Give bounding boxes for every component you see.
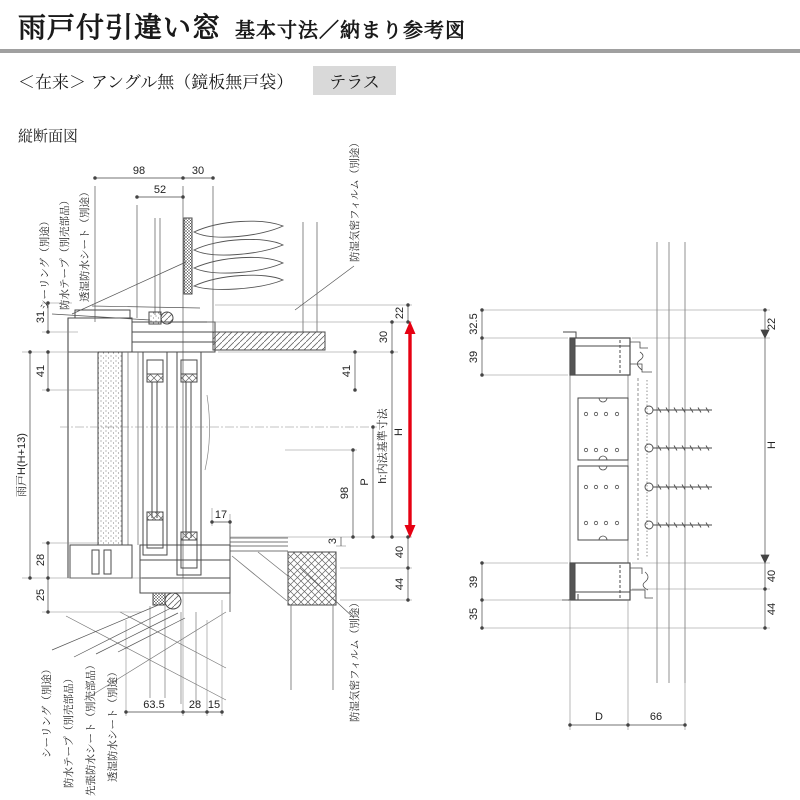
ann-tape-top: 防水テープ（別売部品） xyxy=(59,195,71,310)
ann-film-bottom: 防湿気密フィルム（別途） xyxy=(349,597,361,722)
exterior-sash xyxy=(143,352,167,555)
dim-rd-40: 40 xyxy=(766,569,778,583)
dim-right-40: 40 xyxy=(394,545,406,559)
right-diagram xyxy=(562,242,712,683)
dim-rd-44: 44 xyxy=(766,602,778,616)
dim-right-41: 41 xyxy=(341,364,353,378)
dim-rd-39-bottom: 39 xyxy=(468,575,480,589)
h-dimension-arrow xyxy=(405,321,416,538)
right-sill-frame xyxy=(562,563,653,600)
spec-text: ＜在来＞ アングル無（鏡板無戸袋） xyxy=(18,73,294,92)
screw xyxy=(645,483,712,491)
dim-rd-39-top: 39 xyxy=(468,350,480,364)
sill-sealing xyxy=(165,593,181,609)
dim-rd-h: H xyxy=(766,441,778,449)
section-label: 縦断面図 xyxy=(18,128,79,145)
mounting-screws xyxy=(645,406,712,529)
dim-bottom-28: 28 xyxy=(188,699,202,711)
terrace-badge: テラス xyxy=(313,66,396,95)
dim-rd-32-5: 32.5 xyxy=(468,313,480,335)
page-title: 雨戸付引違い窓 xyxy=(18,12,222,43)
dim-right-3: 3 xyxy=(327,537,339,545)
right-shutter-panel xyxy=(578,398,628,540)
ann-sealing-top: シーリング（別途） xyxy=(39,215,51,310)
dim-rd-35: 35 xyxy=(468,607,480,621)
dim-mid-17: 17 xyxy=(214,509,228,521)
dim-left-amado-h: 雨戸H(H+13) xyxy=(16,433,28,497)
sealing-bead xyxy=(161,312,173,324)
dim-bottom-15: 15 xyxy=(207,699,221,711)
dim-top-52: 52 xyxy=(153,184,167,196)
dim-bottom-63-5: 63.5 xyxy=(143,699,165,711)
dim-right-22: 22 xyxy=(394,306,406,320)
dim-left-25: 25 xyxy=(35,588,47,602)
dim-rd-22: 22 xyxy=(766,317,778,331)
screw xyxy=(645,521,712,529)
dim-left-28: 28 xyxy=(35,553,47,567)
dim-rd-66: 66 xyxy=(649,711,663,723)
insulation-waves xyxy=(194,221,283,289)
sill-backer xyxy=(153,593,165,605)
dim-right-44: 44 xyxy=(394,577,406,591)
ann-sealing-bottom: シーリング（別途） xyxy=(41,663,53,758)
dim-left-41: 41 xyxy=(35,364,47,378)
sealing-backer xyxy=(149,312,161,324)
right-dimensions xyxy=(481,309,769,727)
screw xyxy=(645,444,712,452)
waterproof-tape-strip xyxy=(184,218,192,294)
lintel-hatched xyxy=(213,332,325,350)
ann-sheet-top: 透湿防水シート（別途） xyxy=(79,186,91,302)
left-dim-labels xyxy=(15,165,406,711)
ann-pre-sheet-bottom: 先張防水シート（別売部品） xyxy=(85,659,97,796)
dim-right-98: 98 xyxy=(339,486,351,500)
dim-top-98: 98 xyxy=(132,165,146,177)
dim-right-h: H xyxy=(393,428,405,436)
ann-tape-bottom: 防水テープ（別売部品） xyxy=(63,673,75,788)
right-wall-lines xyxy=(570,242,685,683)
right-extension-lines xyxy=(482,310,770,730)
left-diagram xyxy=(66,186,336,704)
dim-right-p: P xyxy=(359,478,371,486)
dim-top-30: 30 xyxy=(191,165,205,177)
floor-beam-crosshatch xyxy=(288,552,336,605)
page-subtitle: 基本寸法／納まり参考図 xyxy=(235,20,467,42)
ann-sheet-bottom: 透湿防水シート（別途） xyxy=(107,666,119,782)
right-head-frame xyxy=(563,332,652,375)
interior-floor xyxy=(230,520,288,612)
screw xyxy=(645,406,712,414)
left-annotations xyxy=(38,137,361,796)
dim-rd-d: D xyxy=(595,711,603,723)
dim-right-30: 30 xyxy=(378,330,390,344)
dim-left-31: 31 xyxy=(35,310,47,324)
dim-right-inner-ref: h:内法基準寸法 xyxy=(377,408,389,484)
ann-film-top: 防湿気密フィルム（別途） xyxy=(349,137,361,262)
interior-sash xyxy=(177,352,210,575)
shutter-panel xyxy=(68,318,138,578)
interior-wall-below xyxy=(291,605,333,690)
